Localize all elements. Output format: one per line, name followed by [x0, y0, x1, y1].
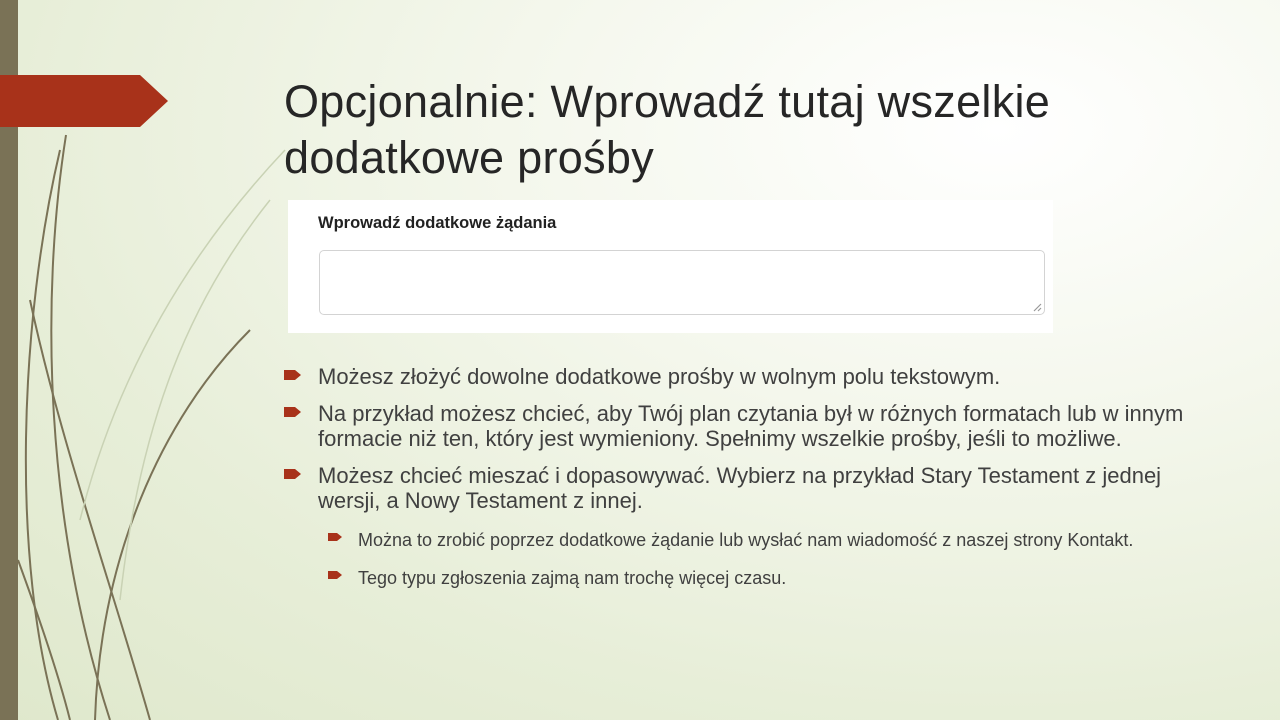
sub-bullet-text: Tego typu zgłoszenia zajmą nam trochę więcej czasu.	[358, 568, 787, 588]
arrow-bullet-icon	[328, 531, 343, 543]
sub-list-item	[328, 529, 1184, 551]
bullet-text: Na przykład możesz chcieć, aby Twój plan czytania był w różnych formatach lub w innym formacie niż ten, który jest wymieniony. Spełnimy wszelkie prośby, jeśli to możliwe.	[318, 401, 1184, 451]
arrow-bullet-icon	[284, 467, 302, 481]
bullet-text: Możesz chcieć mieszać i dopasowywać. Wybierz na przykład Stary Testament z jednej wersji, a Nowy Testament z innej.	[318, 463, 1162, 513]
list-item	[284, 364, 1184, 389]
resize-handle-icon[interactable]	[1032, 302, 1042, 312]
sub-bullet-text: Można to zrobić poprzez dodatkowe żądanie lub wysłać nam wiadomość z naszej strony Kontakt.	[358, 530, 1134, 550]
bullet-list	[284, 364, 1184, 589]
form-screenshot	[288, 200, 1053, 333]
arrow-bullet-icon	[284, 368, 302, 382]
arrow-bullet-icon	[328, 569, 343, 581]
additional-requests-textarea[interactable]	[319, 250, 1045, 315]
list-item	[284, 463, 1184, 513]
red-arrow-tab	[0, 75, 170, 129]
slide-title: Opcjonalnie: Wprowadź tutaj wszelkie dodatkowe prośby	[284, 76, 1051, 183]
bullet-text: Możesz złożyć dowolne dodatkowe prośby w wolnym polu tekstowym.	[318, 364, 1001, 389]
arrow-bullet-icon	[284, 405, 302, 419]
list-item	[284, 401, 1184, 451]
form-label: Wprowadź dodatkowe żądania	[318, 214, 557, 232]
sub-list-item	[328, 567, 1184, 589]
